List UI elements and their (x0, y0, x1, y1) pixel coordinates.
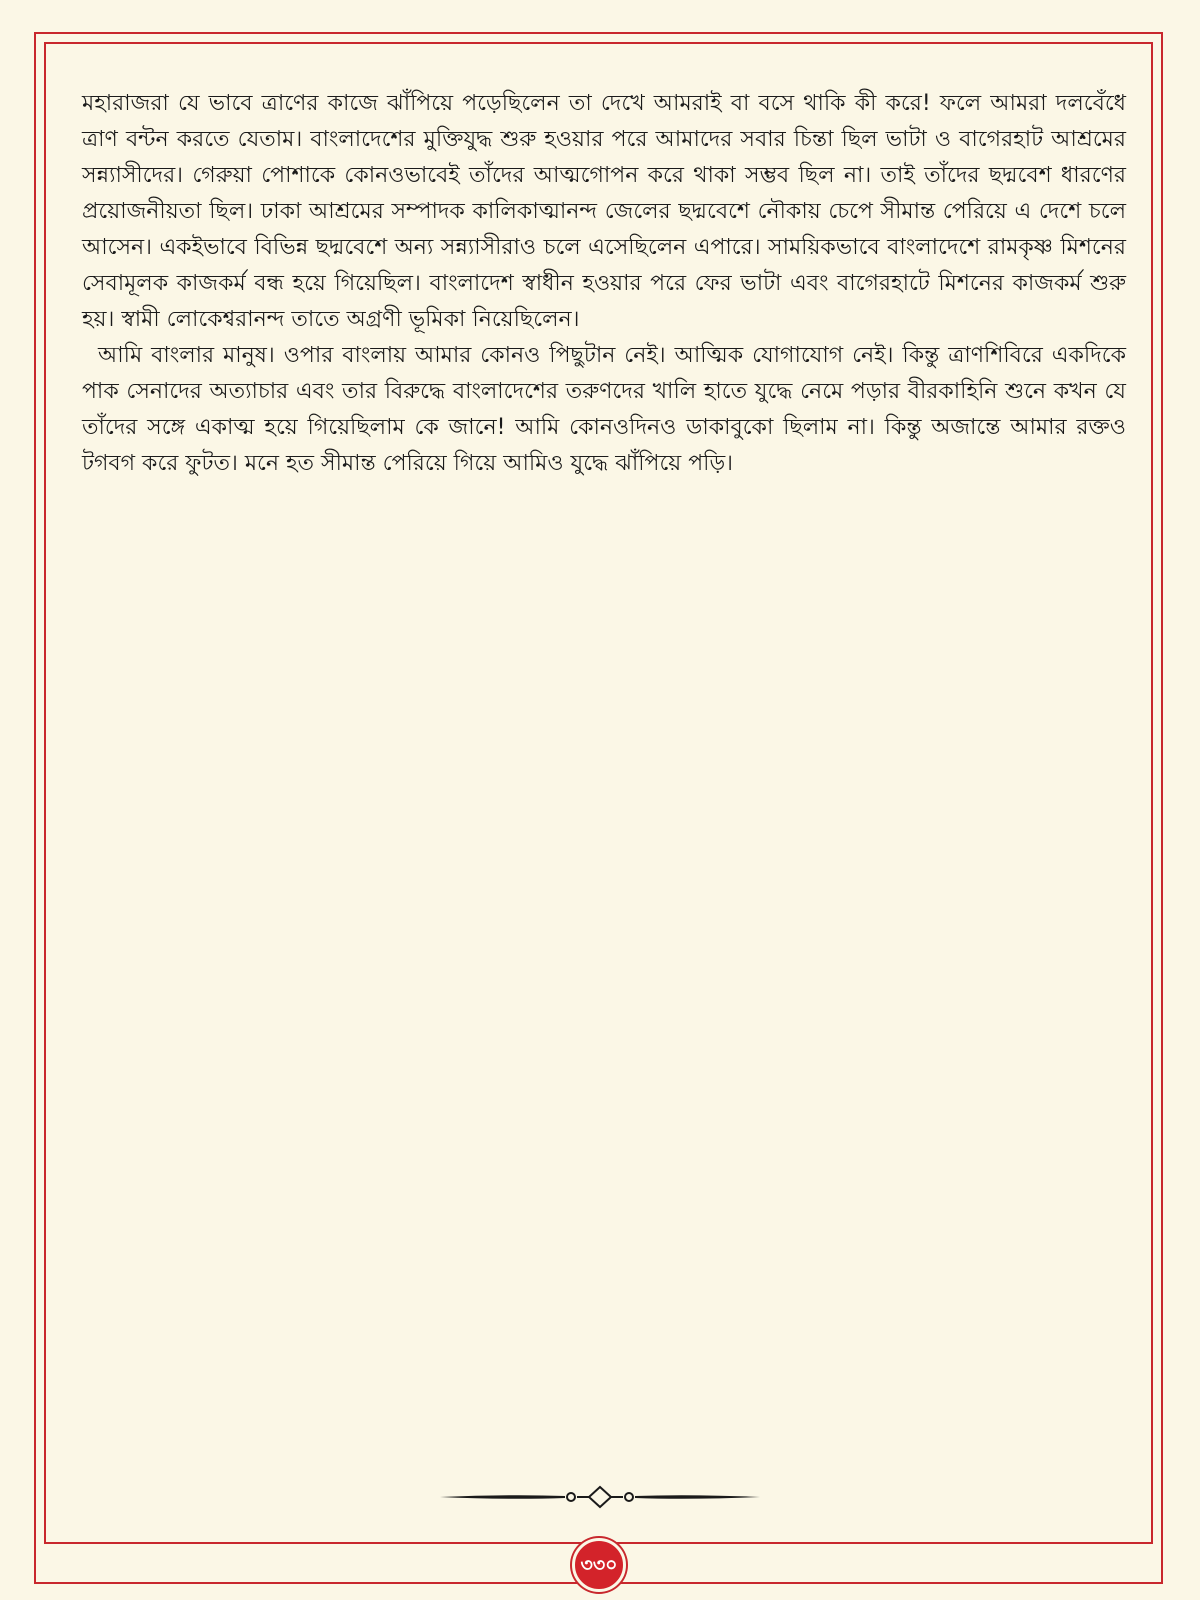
paragraph-1: মহারাজরা যে ভাবে ত্রাণের কাজে ঝাঁপিয়ে পড়েছিলেন তা দেখে আমরাই বা বসে থাকি কী করে! ফলে আমরা দলবেঁধে ত্রাণ বন্টন করতে যেতাম। বাংলাদেশের মুক্তিযুদ্ধ শুরু হওয়ার পরে আমাদের সবার চিন্তা ছিল ভাটা ও বাগেরহাট আশ্রমের সন্ন্যাসীদের। গেরুয়া পোশাকে কোনওভাবেই তাঁদের আত্মগোপন করে থাকা সম্ভব ছিল না। তাই তাঁদের ছদ্মবেশ ধারণের প্রয়োজনীয়তা ছিল। ঢাকা আশ্রমের সম্পাদক কালিকাত্মানন্দ জেলের ছদ্মবেশে নৌকায় চেপে সীমান্ত পেরিয়ে এ দেশে চলে আসেন। একইভাবে বিভিন্ন ছদ্মবেশে অন্য সন্ন্যাসীরাও চলে এসেছিলেন এপারে। সাময়িকভাবে বাংলাদেশে রামকৃষ্ণ মিশনের সেবামূলক কাজকর্ম বন্ধ হয়ে গিয়েছিল। বাংলাদেশ স্বাধীন হওয়ার পরে ফের ভাটা এবং বাগেরহাটে মিশনের কাজকর্ম শুরু হয়। স্বামী লোকেশ্বরানন্দ তাতে অগ্রণী ভূমিকা নিয়েছিলেন। (82, 91, 1126, 332)
paragraph-2: আমি বাংলার মানুষ। ওপার বাংলায় আমার কোনও পিছুটান নেই। আত্মিক যোগাযোগ নেই। কিন্তু ত্রাণশিবিরে একদিকে পাক সেনাদের অত্যাচার এবং তার বিরুদ্ধে বাংলাদেশের তরুণদের খালি হাতে যুদ্ধে নেমে পড়ার বীরকাহিনি শুনে কখন যে তাঁদের সঙ্গে একাত্ম হয়ে গিয়েছিলাম কে জানে! আমি কোনওদিনও ডাকাবুকো ছিলাম না। কিন্তু অজান্তে আমার রক্তও টগবগ করে ফুটত। মনে হত সীমান্ত পেরিয়ে গিয়ে আমিও যুদ্ধে ঝাঁপিয়ে পড়ি। (82, 343, 1126, 476)
page-number-badge (572, 1538, 626, 1592)
divider-ornament-icon (440, 1484, 760, 1510)
page-number: ৩৩০ (580, 1553, 618, 1576)
body-text (82, 86, 1126, 482)
